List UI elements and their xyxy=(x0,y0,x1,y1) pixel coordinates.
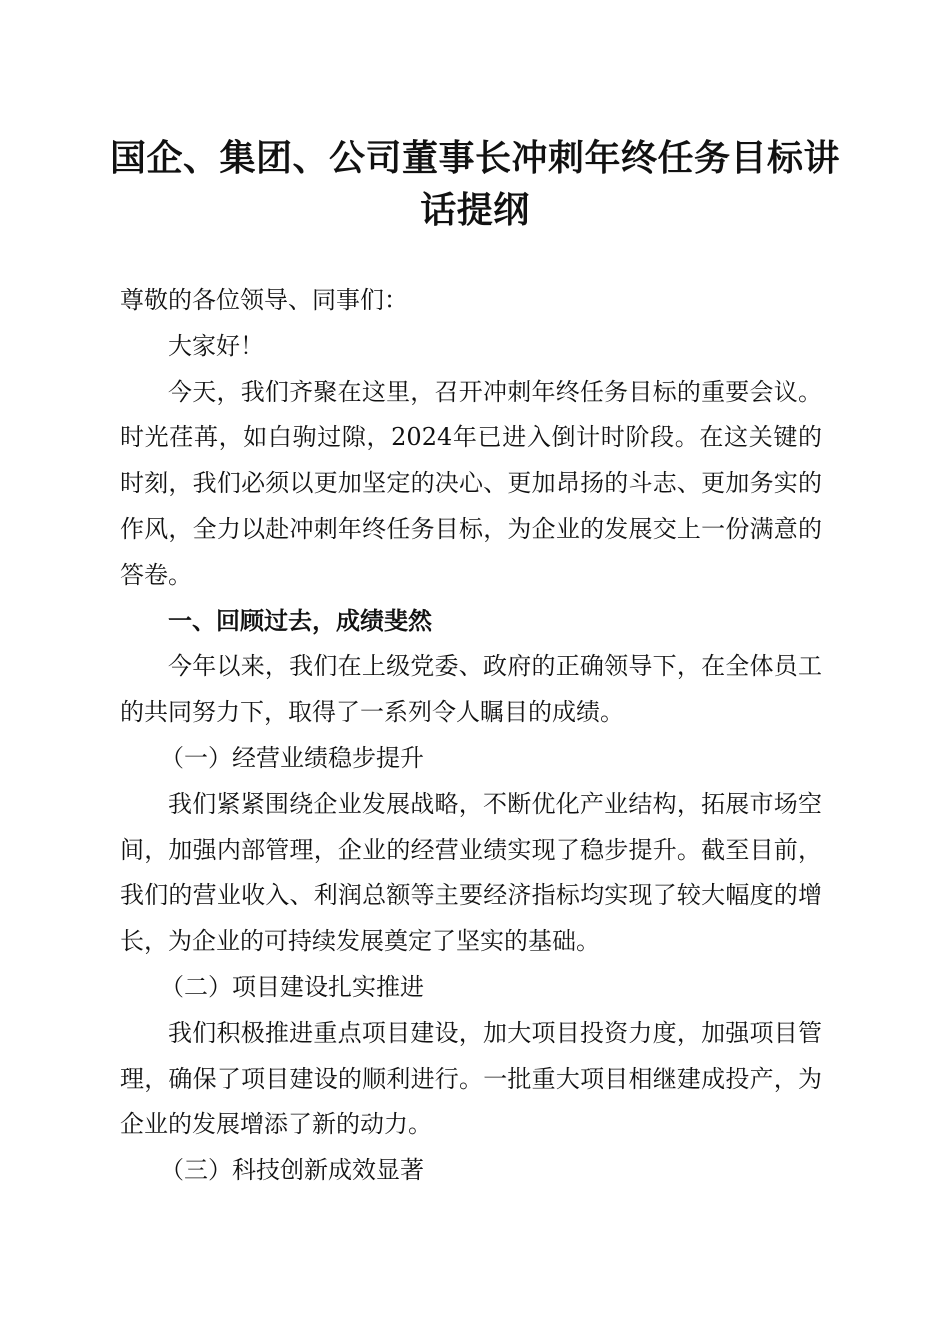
subsection-1-paragraph: 我们紧紧围绕企业发展战略，不断优化产业结构，拓展市场空间，加强内部管理，企业的经营业绩实现了稳步提升。截至目前，我们的营业收入、利润总额等主要经济指标均实现了较大幅度的增长，为企业的可持续发展奠定了坚实的基础。 xyxy=(120,789,822,956)
subsection-2-paragraph: 我们积极推进重点项目建设，加大项目投资力度，加强项目管理，确保了项目建设的顺利进行。一批重大项目相继建成投产，为企业的发展增添了新的动力。 xyxy=(120,1018,822,1139)
greeting: 尊敬的各位领导、同事们： xyxy=(120,286,408,314)
section-1-paragraph: 今年以来，我们在上级党委、政府的正确领导下，在全体员工的共同努力下，取得了一系列令人瞩目的成绩。 xyxy=(120,652,822,727)
intro-paragraph: 今天，我们齐聚在这里，召开冲刺年终任务目标的重要会议。时光荏苒，如白驹过隙，2024年已进入倒计时阶段。在这关键的时刻，我们必须以更加坚定的决心、更加昂扬的斗志、更加务实的作风，全力以赴冲刺年终任务目标，为企业的发展交上一份满意的答卷。 xyxy=(120,377,822,589)
subsection-3-heading: （三）科技创新成效显著 xyxy=(160,1156,424,1185)
subsection-2-heading: （二）项目建设扎实推进 xyxy=(160,972,424,1001)
subsection-1-heading: （一）经营业绩稳步提升 xyxy=(160,743,424,772)
hello-line: 大家好！ xyxy=(168,331,264,360)
document-body xyxy=(120,278,822,1194)
section-1-heading: 一、回顾过去，成绩斐然 xyxy=(168,606,432,635)
document-title: 国企、集团、公司董事长冲刺年终任务目标讲话提纲 xyxy=(110,138,841,231)
